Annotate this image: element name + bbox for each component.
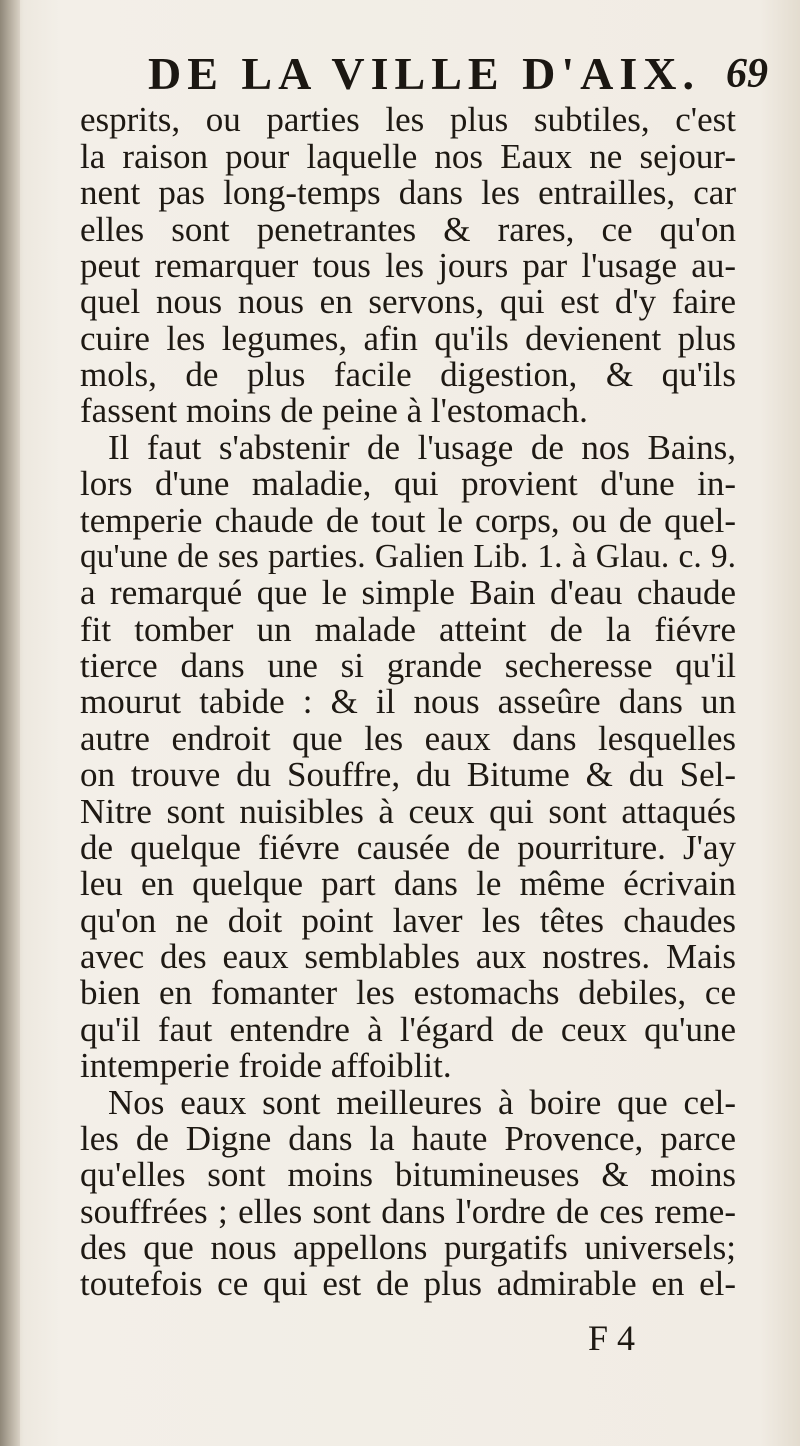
text-line: elles sont penetrantes & rares, ce qu'on xyxy=(80,210,736,249)
text-line: peut remarquer tous les jours par l'usage au- xyxy=(80,246,736,285)
text-line: toutefois ce qui est de plus admirable en el- xyxy=(80,1264,736,1303)
text-line: fit tomber un malade atteint de la fiévre xyxy=(80,610,736,649)
text-line: qu'on ne doit point laver les têtes chaudes xyxy=(80,901,736,940)
text-line: de quelque fiévre causée de pourriture. J'ay xyxy=(80,828,736,867)
text-line: mourut tabide : & il nous asseûre dans un xyxy=(80,682,736,721)
text-line: Il faut s'abstenir de l'usage de nos Bains, xyxy=(108,428,736,467)
text-line: fassent moins de peine à l'estomach. xyxy=(80,391,588,430)
text-line: avec des eaux semblables aux nostres. Mais xyxy=(80,937,736,976)
text-line: esprits, ou parties les plus subtiles, c'est xyxy=(80,100,736,139)
text-line: souffrées ; elles sont dans l'ordre de ces reme- xyxy=(80,1192,736,1231)
text-line: a remarqué que le simple Bain d'eau chaude xyxy=(80,573,736,612)
text-line: des que nous appellons purgatifs universels; xyxy=(80,1228,736,1267)
text-line: intemperie froide affoiblit. xyxy=(80,1046,452,1085)
text-line: tierce dans une si grande secheresse qu'il xyxy=(80,646,736,685)
text-line: qu'elles sont moins bitumineuses & moins xyxy=(80,1155,736,1194)
text-line: cuire les legumes, afin qu'ils devienent plus xyxy=(80,319,736,358)
text-line: qu'une de ses parties. Galien Lib. 1. à Glau. c. 9. xyxy=(80,538,736,575)
text-line: on trouve du Souffre, du Bitume & du Sel- xyxy=(80,755,736,794)
text-line: leu en quelque part dans le même écrivain xyxy=(80,864,736,903)
signature-mark: F 4 xyxy=(588,1318,636,1358)
text-line: les de Digne dans la haute Provence, parce xyxy=(80,1119,736,1158)
running-title: DE LA VILLE D'AIX. xyxy=(148,48,700,99)
text-line: qu'il faut entendre à l'égard de ceux qu'une xyxy=(80,1010,736,1049)
text-line: lors d'une maladie, qui provient d'une in- xyxy=(80,464,736,503)
text-line: autre endroit que les eaux dans lesquelles xyxy=(80,719,736,758)
text-line: nent pas long-temps dans les entrailles, car xyxy=(80,173,736,212)
text-line: Nos eaux sont meilleures à boire que cel- xyxy=(108,1083,736,1122)
page-number: 69 xyxy=(726,51,768,97)
text-line: Nitre sont nuisibles à ceux qui sont attaqués xyxy=(80,792,736,831)
text-line: la raison pour laquelle nos Eaux ne sejour- xyxy=(80,137,736,176)
text-line: temperie chaude de tout le corps, ou de quel- xyxy=(80,501,736,540)
text-line: bien en fomanter les estomachs debiles, ce xyxy=(80,973,736,1012)
text-line: mols, de plus facile digestion, & qu'ils xyxy=(80,355,736,394)
text-line: quel nous nous en servons, qui est d'y faire xyxy=(80,282,736,321)
